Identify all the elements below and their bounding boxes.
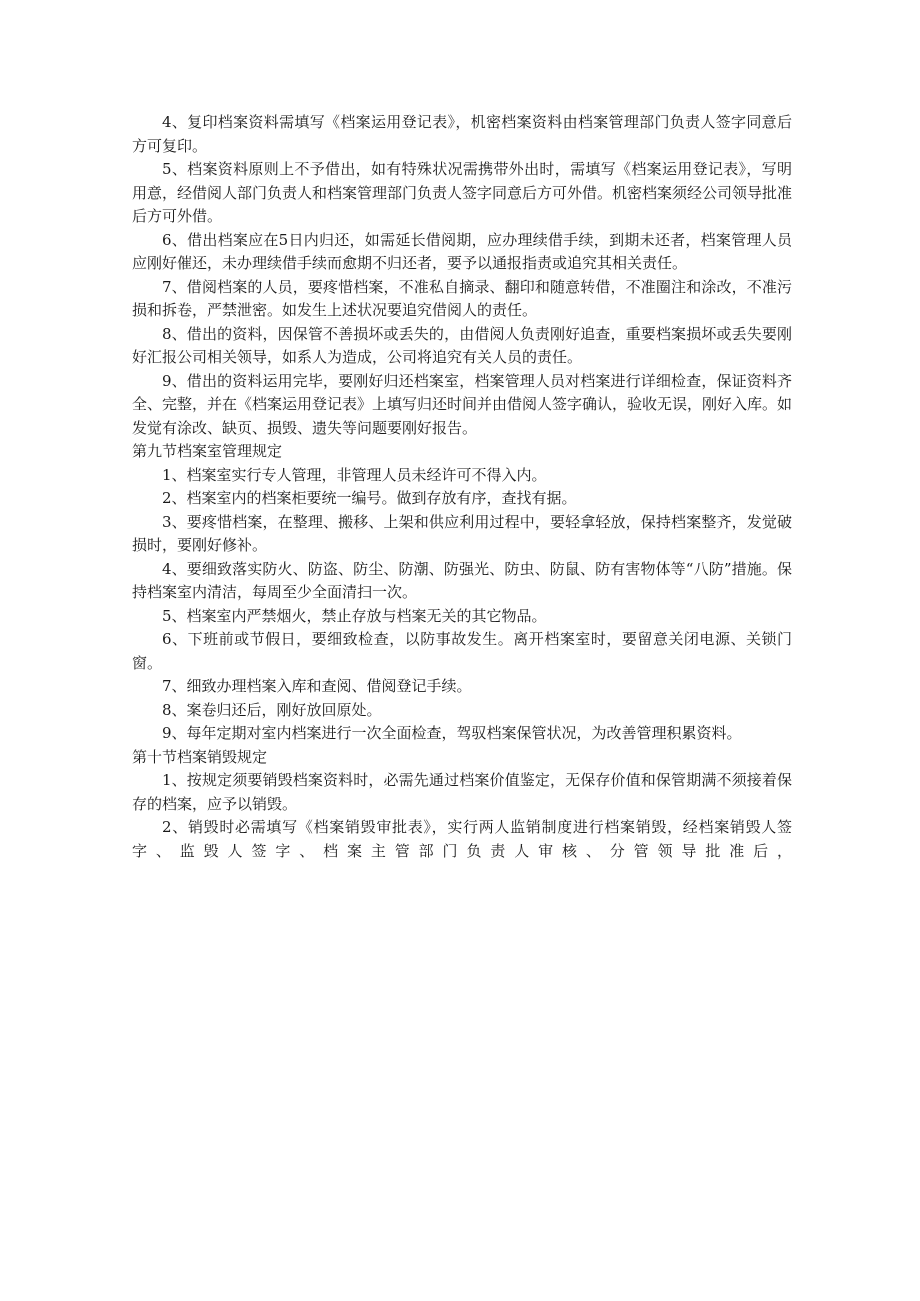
document-body: [132, 111, 792, 863]
section-10-item: 1、按规定须要销毁档案资料时，必需先通过档案价值鉴定，无保存价值和保管期满不须接着保存的档案，应予以销毁。: [132, 771, 792, 813]
section-9-item: 6、下班前或节假日，要细致检查，以防事故发生。离开档案室时，要留意关闭电源、关锁门窗。: [132, 630, 792, 672]
section-9-item: 3、要疼惜档案，在整理、搬移、上架和供应利用过程中，要轻拿轻放，保持档案整齐，发觉破损时，要刚好修补。: [132, 512, 792, 554]
paragraph-borrower-conduct-rule: 7、借阅档案的人员，要疼惜档案，不准私自摘录、翻印和随意转借，不准圈注和涂改，不准污损和拆卷，严禁泄密。如发生上述状况要追究借阅人的责任。: [132, 277, 792, 319]
section-9-item: 5、档案室内严禁烟火，禁止存放与档案无关的其它物品。: [162, 606, 547, 625]
section-9-item: 9、每年定期对室内档案进行一次全面检查，驾驭档案保管状况，为改善管理积累资料。: [162, 724, 742, 742]
section-9-item: 8、案卷归还后，刚好放回原处。: [162, 700, 382, 719]
paragraph-return-deadline-rule: 6、借出档案应在5日内归还，如需延长借阅期，应办理续借手续，到期未还者，档案管理人员应刚好催还，未办理续借手续而愈期不归还者，要予以通报指责或追究其相关责任。: [132, 230, 792, 272]
paragraph-archive-copy-rule: 4、复印档案资料需填写《档案运用登记表》，机密档案资料由档案管理部门负责人签字同意后方可复印。: [132, 113, 792, 155]
section-10-item: 2、销毁时必需填写《档案销毁审批表》，实行两人监销制度进行档案销毁，经档案销毁人签字、监毁人签字、档案主管部门负责人审核、分管领导批准后，: [132, 818, 792, 860]
paragraph-damage-loss-rule: 8、借出的资料，因保管不善损坏或丢失的，由借阅人负责刚好追查，重要档案损坏或丢失要刚好汇报公司相关领导，如系人为造成，公司将追究有关人员的责任。: [132, 324, 792, 366]
paragraph-archive-lending-rule: 5、档案资料原则上不予借出，如有特殊状况需携带外出时，需填写《档案运用登记表》，写明用意，经借阅人部门负责人和档案管理部门负责人签字同意后方可外借。机密档案须经公司领导批准后方可外借。: [132, 160, 793, 225]
section-9-item: 1、档案室实行专人管理，非管理人员未经许可不得入内。: [162, 465, 547, 484]
paragraph-return-inspection-rule: 9、借出的资料运用完毕，要刚好归还档案室，档案管理人员对档案进行详细检查，保证资料齐全、完整，并在《档案运用登记表》上填写归还时间并由借阅人签字确认，验收无误，刚好入库。如发觉有涂改、缺页、损毁、遗失等问题要刚好报告。: [132, 371, 793, 437]
section-9-heading: 第九节档案室管理规定: [132, 442, 283, 460]
section-10-heading: 第十节档案销毁规定: [132, 747, 268, 766]
section-9-item: 7、细致办理档案入库和查阅、借阅登记手续。: [162, 677, 472, 695]
section-9-item: 2、档案室内的档案柜要统一编号。做到存放有序，查找有据。: [162, 489, 577, 507]
section-9-item: 4、要细致落实防火、防盗、防尘、防潮、防强光、防虫、防鼠、防有害物体等“八防”措施。保持档案室内清洁，每周至少全面清扫一次。: [132, 559, 792, 601]
